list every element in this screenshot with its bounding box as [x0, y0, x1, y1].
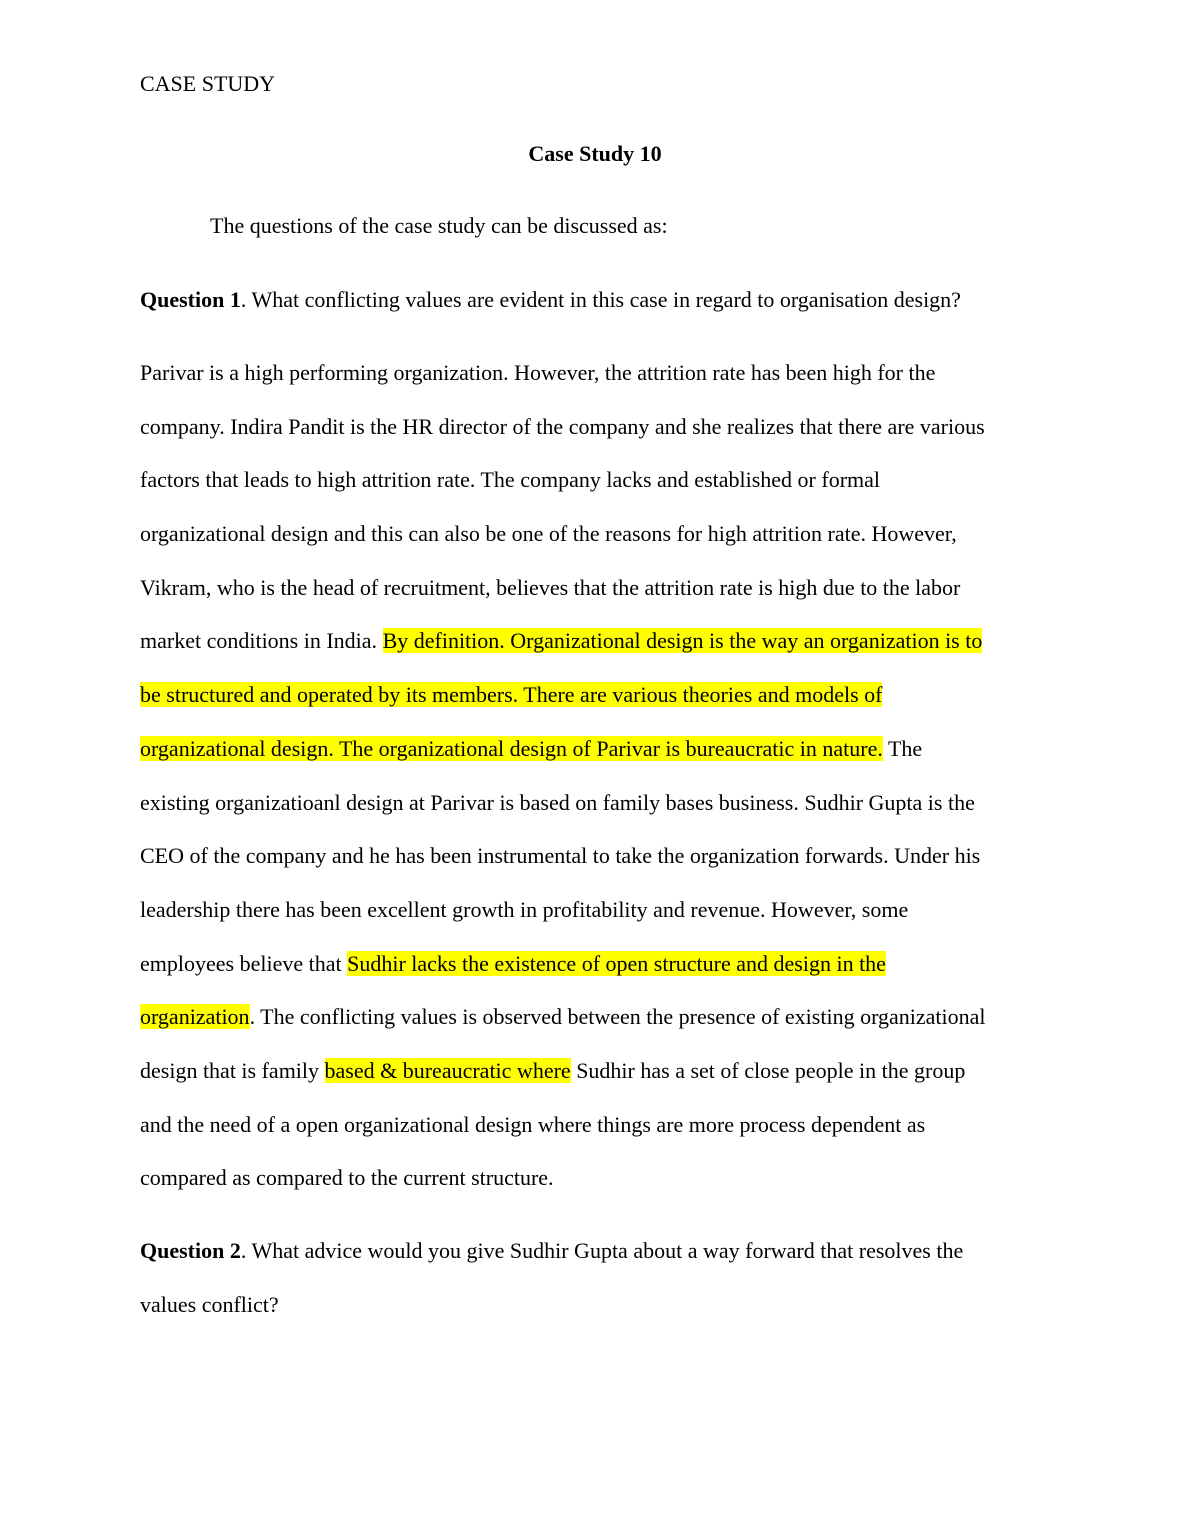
answer-text: . The conflicting values is observed between the presence of existing organizational — [249, 1004, 986, 1030]
question-2-line — [140, 1237, 1050, 1291]
answer-line: Parivar is a high performing organization. However, the attrition rate has been high for the — [140, 360, 936, 385]
question-2 — [140, 1237, 1050, 1344]
question-2-text: . What advice would you give Sudhir Gupta about a way forward that resolves the — [240, 1238, 964, 1263]
highlighted-text: organization — [140, 1004, 250, 1030]
question-1-label: Question 1 — [140, 287, 241, 312]
highlighted-text: By definition. Organizational design is the way an organization is to — [382, 628, 983, 654]
answer-line: CEO of the company and he has been instrumental to take the organization forwards. Under his — [140, 843, 981, 869]
answer-line — [140, 735, 1050, 789]
document-title: Case Study 10 — [528, 141, 662, 166]
answer-line — [140, 681, 1050, 735]
question-2-label: Question 2 — [140, 1238, 241, 1263]
answer-line: organizational design and this can also be one of the reasons for high attrition rate. However, — [140, 521, 957, 547]
answer-line: Vikram, who is the head of recruitment, believes that the attrition rate is high due to the labor — [140, 574, 961, 600]
question-1 — [140, 286, 1050, 314]
question-1-text: . What conflicting values are evident in this case in regard to organisation design? — [240, 287, 961, 312]
answer-line — [140, 1003, 1050, 1057]
intro-paragraph: The questions of the case study can be discussed as: — [210, 213, 668, 238]
answer-line: factors that leads to high attrition rate. The company lacks and established or formal — [140, 467, 881, 493]
answer-line — [140, 950, 1050, 1004]
highlighted-text: based & bureaucratic where — [324, 1057, 571, 1083]
answer-text: The — [882, 735, 923, 761]
answer-text: employees believe that — [140, 950, 348, 976]
highlighted-text: Sudhir lacks the existence of open structure and design in the — [347, 950, 886, 976]
running-head: CASE STUDY — [140, 71, 276, 96]
answer-line: company. Indira Pandit is the HR director of the company and she realizes that there are various — [140, 413, 985, 439]
answer-line: and the need of a open organizational design where things are more process dependent as — [140, 1111, 926, 1137]
answer-line: existing organizatioanl design at Parivar is based on family bases business. Sudhir Gupta is the — [140, 789, 975, 815]
answer-1-paragraph — [140, 359, 1050, 1218]
answer-line — [140, 1057, 1050, 1111]
highlighted-text: organizational design. The organizational design of Parivar is bureaucratic in nature. — [140, 735, 883, 761]
answer-line — [140, 627, 1050, 681]
answer-text: design that is family — [140, 1057, 325, 1083]
answer-line: compared as compared to the current structure. — [140, 1165, 554, 1191]
answer-text: Sudhir has a set of close people in the group — [570, 1057, 966, 1083]
highlighted-text: be structured and operated by its members. There are various theories and models of — [140, 682, 883, 708]
question-2-line: values conflict? — [140, 1291, 279, 1317]
answer-line: leadership there has been excellent growth in profitability and revenue. However, some — [140, 896, 909, 922]
answer-text: market conditions in India. — [140, 628, 383, 654]
document-page — [140, 0, 1050, 1540]
